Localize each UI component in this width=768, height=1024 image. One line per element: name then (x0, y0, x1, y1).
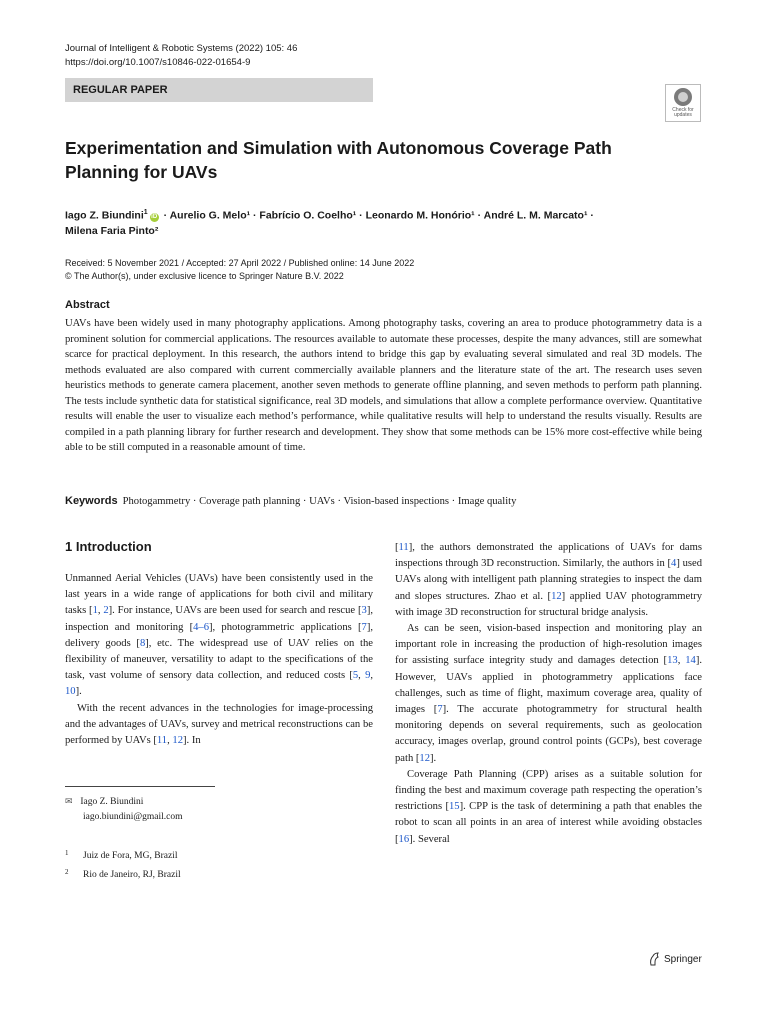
paragraph: Unmanned Aerial Vehicles (UAVs) have been consistently used in the last years in a wide range of applications for both civil and military tasks [1, 2]. For instance, UAVs are been used for search and rescue [3], inspection and monitoring [4–6], photogrammetric applications [7], delivery goods [8], etc. The widespread use of UAV relies on the flexibility of maneuver, versatility to adapt to the specifications of the task, vast volume of sensory data collection, and reduced costs [5, 9, 10]. (65, 573, 374, 698)
footnote-divider (65, 786, 215, 787)
citation-link[interactable]: 13 (667, 655, 678, 667)
citation-link[interactable]: 10 (65, 686, 76, 698)
paragraph: As can be seen, vision-based inspection and monitoring play an important role in increasing the production of high-resolution images for assisting surface integrity study and damages detection [13, 14]. However, UAVs applied in photogrammetry applications face challenges, such as time of flight, maximum coverage area, quality of images [7]. The accurate photogrammetry for structural health monitoring depends on several requirements, such as geolocation accuracy, images overlap, ground control points (GCPs), best coverage path [12]. (395, 623, 703, 764)
paper-title: Experimentation and Simulation with Autonomous Coverage Path Planning for UAVs (65, 138, 612, 182)
author-last: Milena Faria Pinto² (65, 224, 159, 237)
body-column-left (65, 571, 373, 749)
updates-icon (674, 88, 692, 106)
keywords (65, 494, 702, 509)
corr-name: Iago Z. Biundini (80, 797, 144, 807)
corresponding-author (65, 794, 183, 825)
article-type-banner: REGULAR PAPER (65, 78, 373, 102)
keywords-list: Photogammetry · Coverage path planning · UAVs · Vision-based inspections · Image quality (122, 496, 517, 507)
badge-label: Check for updates (672, 107, 694, 118)
journal-header (65, 42, 297, 70)
publisher-logo (648, 952, 702, 966)
citation-link[interactable]: 8 (139, 637, 146, 649)
affiliation-1: 1 Juiz de Fora, MG, Brazil (65, 849, 178, 861)
paragraph: [11], the authors demonstrated the applications of UAVs for dams inspections through 3D reconstruction. Similarly, the authors in [4] used UAVs along with intelligent path planning strategies to inspect the dam and slopes structures. Zhao et al. [12] applied UAV photogrammetry with image 3D reconstruction for structural bridge analysis. (395, 542, 702, 618)
publication-dates (65, 257, 705, 283)
envelope-icon: ✉ (65, 796, 73, 806)
copyright-line: © The Author(s), under exclusive licence to Springer Nature B.V. 2022 (65, 271, 344, 281)
paragraph: Coverage Path Planning (CPP) arises as a suitable solution for finding the best and maximum coverage path respecting the operation’s restrictions [15]. CPP is the task of determining a path that enables the robot to scan all points in an area of interest while avoiding obstacles [16]. Several (395, 768, 702, 845)
citation-link[interactable]: 11 (156, 735, 168, 747)
check-for-updates-badge[interactable] (665, 84, 701, 122)
springer-horse-icon (648, 952, 660, 966)
citation-link[interactable]: 12 (172, 735, 183, 747)
keywords-heading: Keywords (65, 495, 118, 507)
date-line: Received: 5 November 2021 / Accepted: 27 April 2022 / Published online: 14 June 2022 (65, 258, 415, 268)
citation-link[interactable]: 7 (361, 621, 367, 633)
citation-link[interactable]: 14 (685, 655, 696, 667)
body-column-right (395, 540, 702, 848)
author-rest: · Aurelio G. Melo¹ · Fabrício O. Coelho¹ · Leonardo M. Honório¹ · André L. M. Marcato¹ · (160, 209, 594, 222)
citation-link[interactable]: 9 (365, 670, 371, 682)
paragraph: With the recent advances in the technologies for image-processing and the advantages of UAVs, survey and metrical reconstructions can be performed by UAVs [11, 12]. In (65, 702, 373, 747)
citation-link[interactable]: 2 (103, 605, 109, 617)
affiliation-2: 2 Rio de Janeiro, RJ, Brazil (65, 868, 181, 880)
citation-link[interactable]: 12 (419, 752, 431, 764)
citation-link[interactable]: 4–6 (193, 621, 209, 633)
journal-citation: Journal of Intelligent & Robotic Systems (2022) 105: 46 (65, 43, 298, 54)
author-list: Iago Z. Biundini$^1$iD · Aurelio G. Melo¹ · Fabrício O. Coelho¹ · Leonardo M. Honório¹ · André L. M. Marcato¹ · Milena Faria Pinto² (65, 209, 594, 237)
citation-link[interactable]: 4 (671, 558, 677, 570)
citation-link[interactable]: 12 (551, 590, 562, 602)
citation-link[interactable]: 5 (352, 670, 359, 682)
corr-email[interactable]: iago.biundini@gmail.com (83, 812, 183, 822)
citation-link[interactable]: 7 (437, 704, 443, 716)
abstract-heading: Abstract (65, 299, 110, 311)
citation-link[interactable]: 3 (361, 605, 367, 617)
citation-link[interactable]: 16 (398, 833, 410, 845)
orcid-icon[interactable]: iD (151, 213, 158, 220)
citation-link[interactable]: 15 (448, 801, 460, 813)
publisher-name: Springer (664, 953, 702, 965)
citation-link[interactable]: 1 (92, 605, 98, 617)
section-heading-introduction: 1 Introduction (65, 539, 152, 554)
author-first[interactable]: Iago Z. Biundini (65, 209, 144, 222)
abstract-text: UAVs have been widely used in many photography applications. Among photography tasks, covering an area to produce photogrammetry data is a prominent solution for commercial applications. The resources available to automate these processes, despite the many advances, still are somewhat scarce for practical deployment. In this research, the authors intend to bridge this gap by evaluating several simulated and real 3D models. The methods evaluated are also compared with current commercially available planners and the literature state of the art. The research uses seven heuristics methods to generate camera placement, another seven methods to generate offline planning, and seven methods to perform path planning. The tests include synthetic data for statistical significance, real 3D models, and simulations that allow a complete performance overview. Quantitative results will enable the user to visualize each method’s performance, while qualitative results will help to understand the results visually. Results are compiled in a path planning library for further research and development. They show that some methods can be 15% more cost-effective while being able to be still computed in a reasonable amount of time. (65, 318, 702, 453)
citation-link[interactable]: 11 (398, 542, 409, 553)
doi-link[interactable]: https://doi.org/10.1007/s10846-022-01654-9 (65, 57, 251, 68)
